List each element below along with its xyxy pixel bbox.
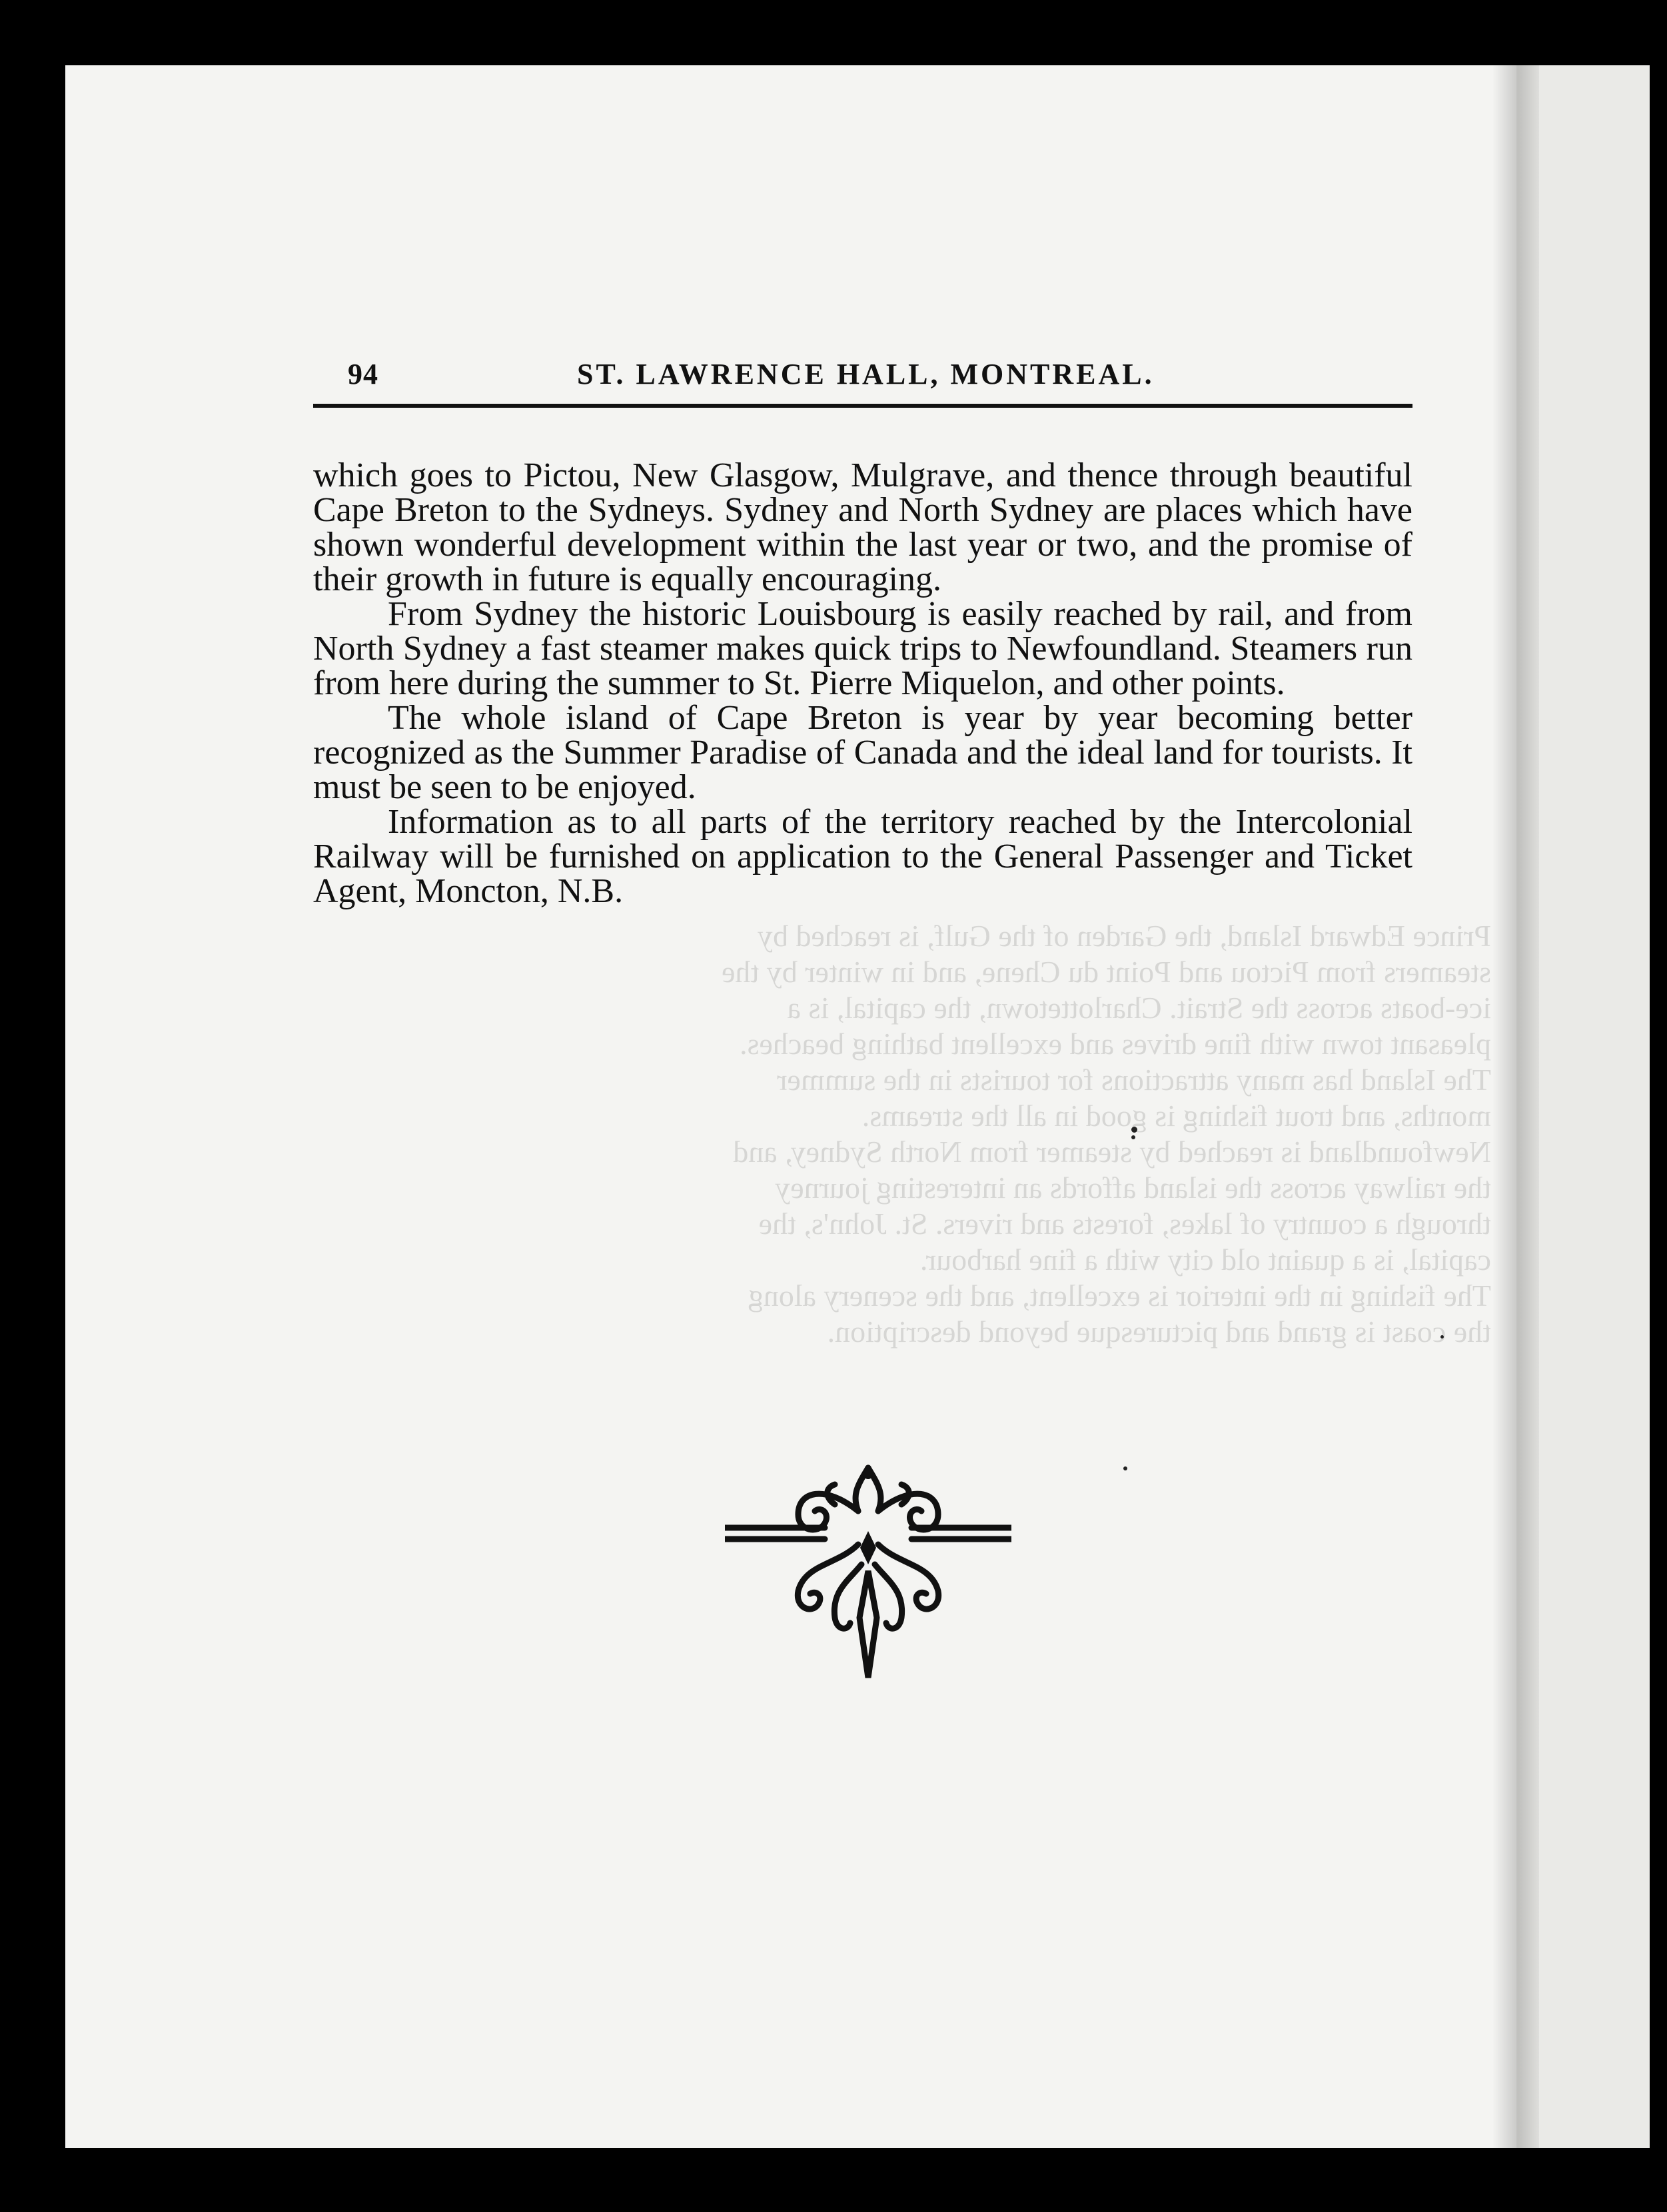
show-through-text: Prince Edward Island, the Garden of the Gulf, is reached by steamers from Pictou and Point du Chene, and in winter by the ice-boats across the Strait. Charlottetown, the capital, is a pleasant town with fine drives and excellent bathing beaches. The Island has many attractions for tourists in the summer months, and trout fishing is good in all the streams. Newfoundland is reached by steamer from North Sydney, and the railway across the island affords an interesting journey through a country of lakes, forests and rivers. St. John's, the capital, is a quaint old city with a fine harbour. The fishing in the interior is excellent, and the scenery along the coast is grand and picturesque beyond description. bbox=[722, 919, 1491, 1349]
ink-speck bbox=[1131, 1127, 1137, 1133]
paragraph-louisbourg: From Sydney the historic Louisbourg is easily reached by rail, and from North Sydney a fast steamer makes quick trips to Newfoundland. Steamers run from here during the summer to St. Pierre Miquelon, and other points. bbox=[313, 595, 1412, 702]
paragraph-continued: which goes to Pictou, New Glasgow, Mulgrave, and thence through beautiful Cape Breton to the Sydneys. Sydney and North Sydney are places which have shown wonderful development within the last year or two, and the promise of their growth in future is equally encouraging. bbox=[313, 456, 1412, 598]
ink-speck bbox=[1131, 1135, 1135, 1139]
paragraph-cape-breton: The whole island of Cape Breton is year by year becoming better recognized as the Summer Paradise of Canada and the ideal land for tourists. It must be seen to be enjoyed. bbox=[313, 699, 1412, 806]
ink-speck bbox=[1123, 1466, 1127, 1470]
body-text bbox=[313, 458, 1412, 909]
ink-speck bbox=[1440, 1335, 1444, 1339]
paragraph-information: Information as to all parts of the territory reached by the Intercolonial Railway will be furnished on application to the General Passenger and Ticket Agent, Moncton, N.B. bbox=[313, 803, 1412, 910]
running-head bbox=[313, 357, 1412, 404]
page-fold bbox=[1492, 65, 1539, 2148]
page-number: 94 bbox=[348, 358, 378, 390]
running-head-title: ST. LAWRENCE HALL, MONTREAL. bbox=[577, 358, 1155, 390]
header-rule bbox=[313, 404, 1412, 408]
fleuron-ornament-icon bbox=[725, 1464, 1011, 1684]
book-page bbox=[65, 65, 1516, 2148]
